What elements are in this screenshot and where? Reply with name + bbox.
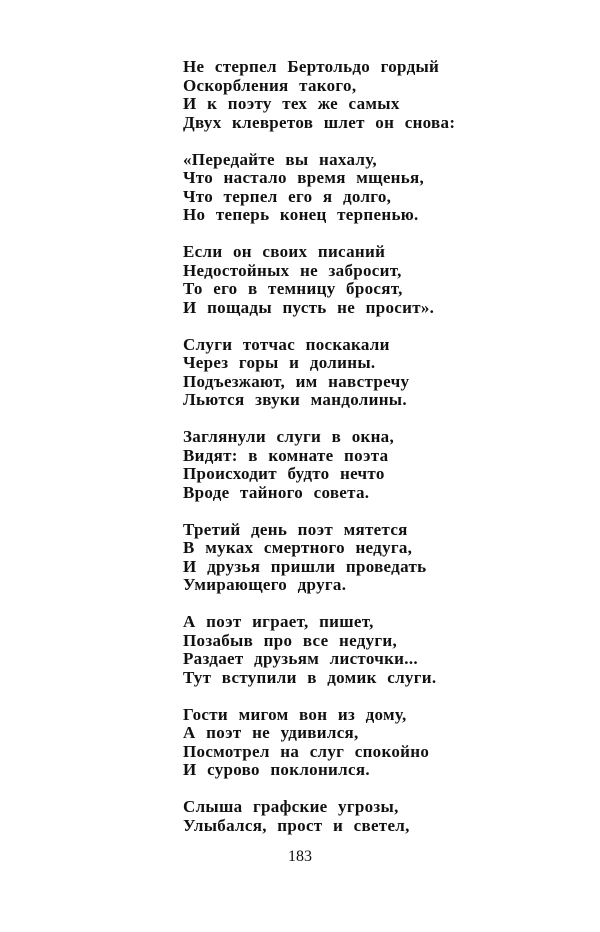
poem-line: Заглянули слуги в окна, <box>183 427 395 446</box>
poem-line: Подъезжают, им навстречу <box>183 371 410 391</box>
stanza <box>183 521 455 595</box>
poem-line: Оскорбления такого, <box>183 75 357 95</box>
page-number: 183 <box>288 848 312 865</box>
poem-line: Позабыв про все недуги, <box>183 630 398 650</box>
poem-line: Слыша графские угрозы, <box>183 797 399 816</box>
poem-line: Раздает друзьям листочки... <box>183 649 418 668</box>
poem-line: Через горы и долины. <box>183 353 376 372</box>
stanza <box>183 706 455 780</box>
poem-line: Улыбался, прост и светел, <box>183 815 410 835</box>
poem-line: И друзья пришли проведать <box>183 556 427 576</box>
poem-line: Умирающего друга. <box>183 575 347 594</box>
poem-line: И сурово поклонился. <box>183 760 370 779</box>
poem-line: В муках смертного недуга, <box>183 538 413 557</box>
stanza <box>183 613 455 687</box>
poem-line: Гости мигом вон из дому, <box>183 704 407 724</box>
stanza <box>183 336 455 410</box>
poem-line: «Передайте вы нахалу, <box>183 149 377 169</box>
stanza <box>183 243 455 317</box>
poem-line: Что настало время мщенья, <box>183 168 425 187</box>
poem-line: Недостойных не забросит, <box>183 260 402 280</box>
poem-line: Но теперь конец терпенью. <box>183 205 419 224</box>
stanza <box>183 428 455 502</box>
poem-line: Не стерпел Бертольдо гордый <box>183 57 440 76</box>
poem-line: А поэт не удивился, <box>183 723 359 742</box>
poem-line: И пощады пусть не просит». <box>183 297 435 317</box>
poem-text <box>183 58 455 854</box>
poem-line: То его в темницу бросят, <box>183 279 403 298</box>
poem-line: Льются звуки мандолины. <box>183 390 407 409</box>
poem-line: Тут вступили в домик слуги. <box>183 667 437 687</box>
poem-line: И к поэту тех же самых <box>183 94 400 113</box>
stanza <box>183 58 455 132</box>
poem-line: Что терпел его я долго, <box>183 186 392 206</box>
poem-line: Если он своих писаний <box>183 242 386 261</box>
poem-line: Видят: в комнате поэта <box>183 445 389 465</box>
poem-line: Слуги тотчас поскакали <box>183 334 390 354</box>
poem-line: Третий день поэт мятется <box>183 519 408 539</box>
poem-line: А поэт играет, пишет, <box>183 612 374 631</box>
poem-line: Двух клевретов шлет он снова: <box>183 112 456 132</box>
poem-line: Посмотрел на слуг спокойно <box>183 741 430 761</box>
stanza <box>183 798 455 835</box>
poem-line: Происходит будто нечто <box>183 464 385 483</box>
poem-line: Вроде тайного совета. <box>183 482 370 502</box>
stanza <box>183 151 455 225</box>
